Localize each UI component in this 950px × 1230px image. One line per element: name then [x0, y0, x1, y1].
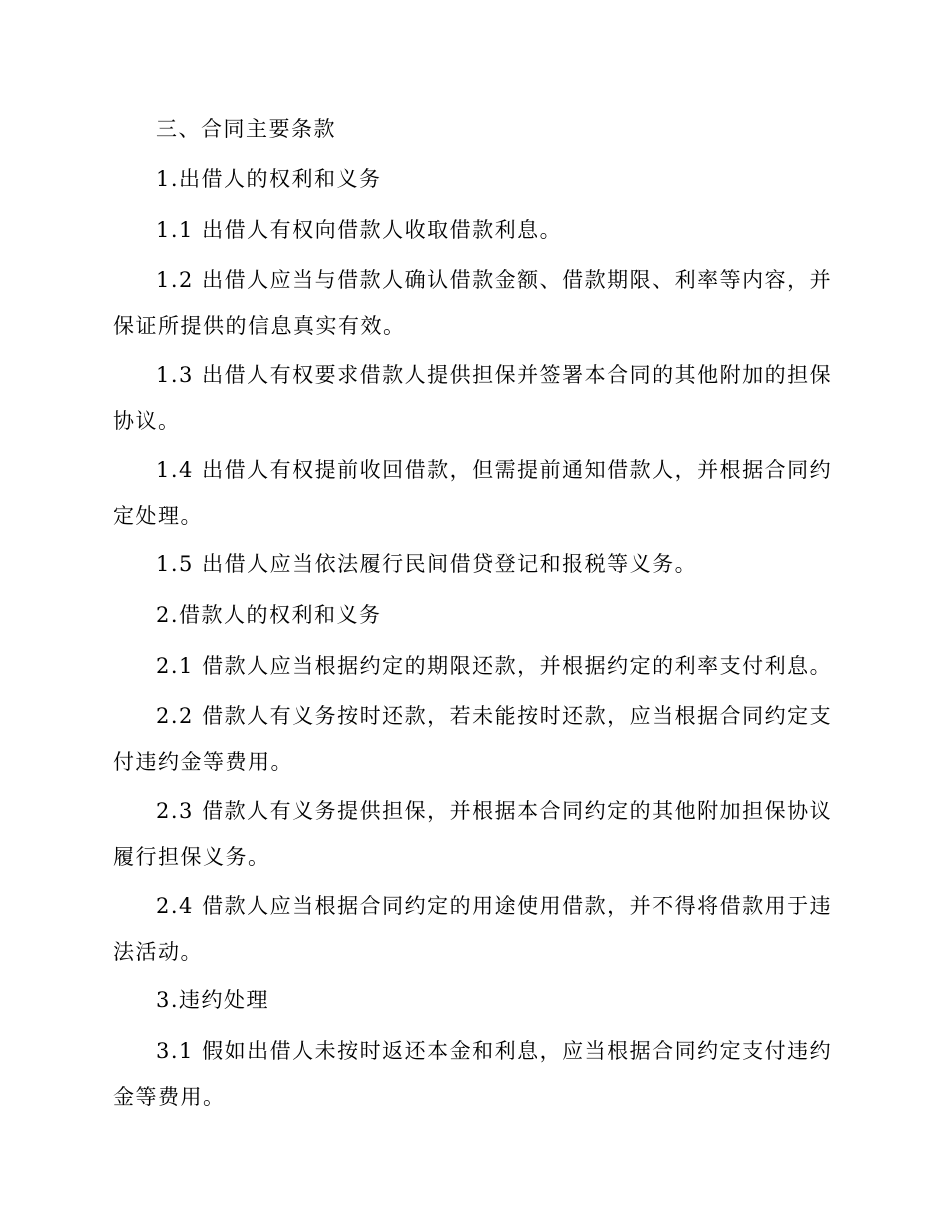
clause-2-4: 2.4 借款人应当根据合同约定的用途使用借款，并不得将借款用于违法活动。 [113, 894, 833, 964]
subsection-heading-2: 2.借款人的权利和义务 [156, 603, 382, 627]
section-heading: 三、合同主要条款 [156, 117, 336, 141]
clause-1-2: 1.2 出借人应当与借款人确认借款金额、借款期限、利率等内容，并保证所提供的信息真实有效。 [113, 268, 833, 338]
subsection-heading-3: 3.违约处理 [156, 988, 270, 1012]
clause-1-4: 1.4 出借人有权提前收回借款，但需提前通知借款人，并根据合同约定处理。 [113, 458, 833, 528]
clause-1-5: 1.5 出借人应当依法履行民间借贷登记和报税等义务。 [156, 552, 698, 576]
subsection-heading-1: 1.出借人的权利和义务 [156, 167, 382, 191]
clause-1-1: 1.1 出借人有权向借款人收取借款利息。 [156, 218, 563, 242]
clause-2-3: 2.3 借款人有义务提供担保，并根据本合同约定的其他附加担保协议履行担保义务。 [113, 799, 833, 869]
clause-2-1: 2.1 借款人应当根据约定的期限还款，并根据约定的利率支付利息。 [156, 654, 833, 678]
clause-3-1: 3.1 假如出借人未按时返还本金和利息，应当根据合同约定支付违约金等费用。 [113, 1039, 833, 1109]
clause-1-3: 1.3 出借人有权要求借款人提供担保并签署本合同的其他附加的担保协议。 [113, 363, 833, 433]
clause-2-2: 2.2 借款人有义务按时还款，若未能按时还款，应当根据合同约定支付违约金等费用。 [113, 704, 833, 774]
